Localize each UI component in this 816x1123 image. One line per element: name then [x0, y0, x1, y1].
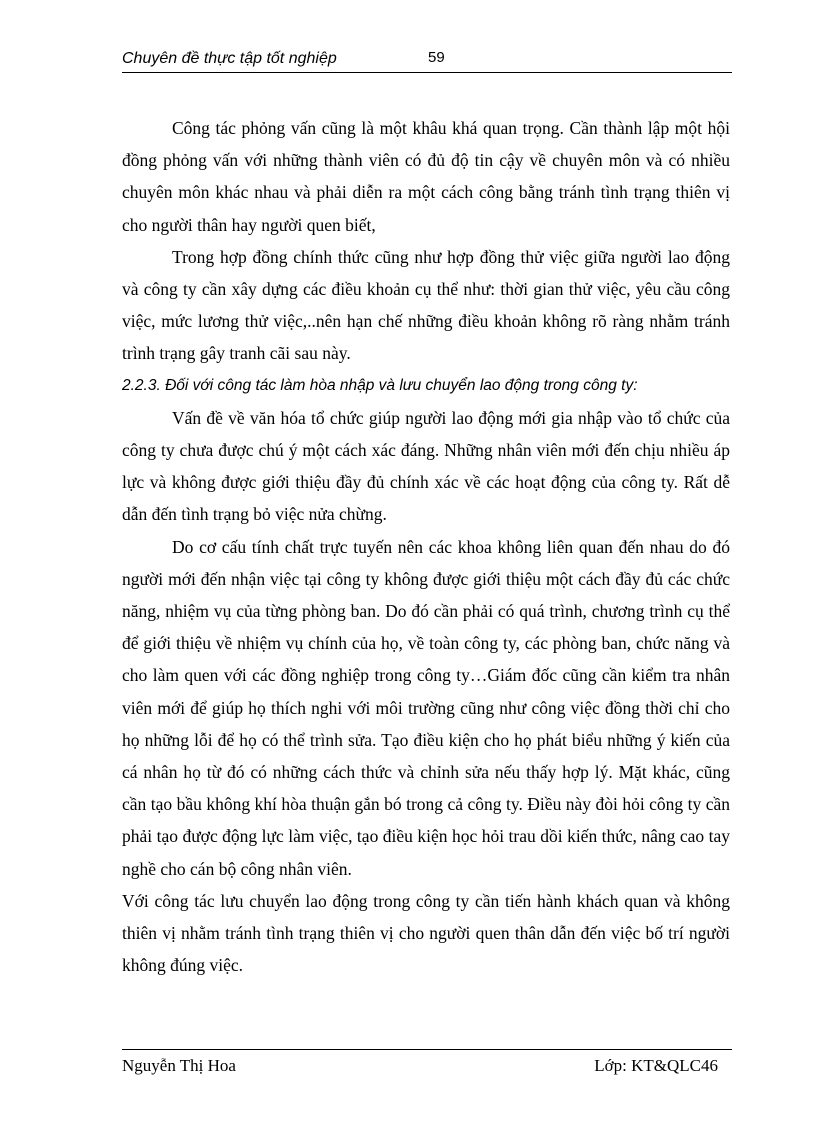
- footer-class: Lớp: KT&QLC46: [594, 1056, 718, 1075]
- section-heading: 2.2.3. Đối với công tác làm hòa nhập và lưu chuyển lao động trong công ty:: [122, 376, 638, 394]
- paragraph-culture: Vấn đề về văn hóa tổ chức giúp người lao động mới gia nhập vào tổ chức của công ty chưa được chú ý một cách xác đáng. Những nhân viên mới đến chịu nhiều áp lực và không được giới thiệu đầy đủ chính xác về các hoạt động của công ty. Rất dễ dẫn đến tình trạng bỏ việc nửa chừng.: [122, 407, 730, 525]
- paragraph-structure: Do cơ cấu tính chất trực tuyến nên các khoa không liên quan đến nhau do đó người mới đến nhận việc tại công ty không được giới thiệu một cách đầy đủ các chức năng, nhiệm vụ của từng phòng ban. Do đó cần phải có quá trình, chương trình cụ thể để giới thiệu về nhiệm vụ chính của họ, về toàn công ty, các phòng ban, chức năng và cho làm quen với các đồng nghiệp trong công ty…Giám đốc cũng cần kiểm tra nhân viên mới để giúp họ thích nghi với môi trường cũng như công việc đồng thời chỉ cho họ những lỗi để họ có thể trình sửa. Tạo điều kiện cho họ phát biểu những ý kiến của cá nhân họ từ đó có những cách thức và chỉnh sửa nếu thấy hợp lý. Mặt khác, cũng cần tạo bầu không khí hòa thuận gắn bó trong cả công ty. Điều này đòi hỏi công ty cần phải tạo được động lực làm việc, tạo điều kiện học hỏi trau dồi kiến thức, nâng cao tay nghề cho cán bộ công nhân viên.: [122, 536, 730, 879]
- paragraph-contract: Trong hợp đồng chính thức cũng như hợp đồng thử việc giữa người lao động và công ty cần xây dựng các điều khoản cụ thể như: thời gian thử việc, yêu cầu công việc, mức lương thử việc,..nên hạn chế những điều khoản không rõ ràng nhằm tránh trình trạng gây tranh cãi sau này.: [122, 246, 730, 364]
- footer-author: Nguyễn Thị Hoa: [122, 1056, 236, 1075]
- document-body: [122, 112, 730, 981]
- page-number: 59: [428, 49, 445, 66]
- paragraph-interview: Công tác phỏng vấn cũng là một khâu khá quan trọng. Cần thành lập một hội đồng phỏng vấn với những thành viên có đủ độ tin cậy về chuyên môn và có nhiều chuyên môn khác nhau và phải diễn ra một cách công bằng tránh tình trạng thiên vị cho người thân hay người quen biết,: [122, 118, 730, 235]
- page-footer: [122, 1049, 732, 1080]
- paragraph-rotation: Với công tác lưu chuyển lao động trong công ty cần tiến hành khách quan và không thiên vị nhằm tránh tình trạng thiên vị cho người quen thân dẫn đến việc bố trí người không đúng việc.: [122, 890, 730, 976]
- page-header: [122, 48, 732, 73]
- header-title: Chuyên đề thực tập tốt nghiệp: [122, 50, 337, 67]
